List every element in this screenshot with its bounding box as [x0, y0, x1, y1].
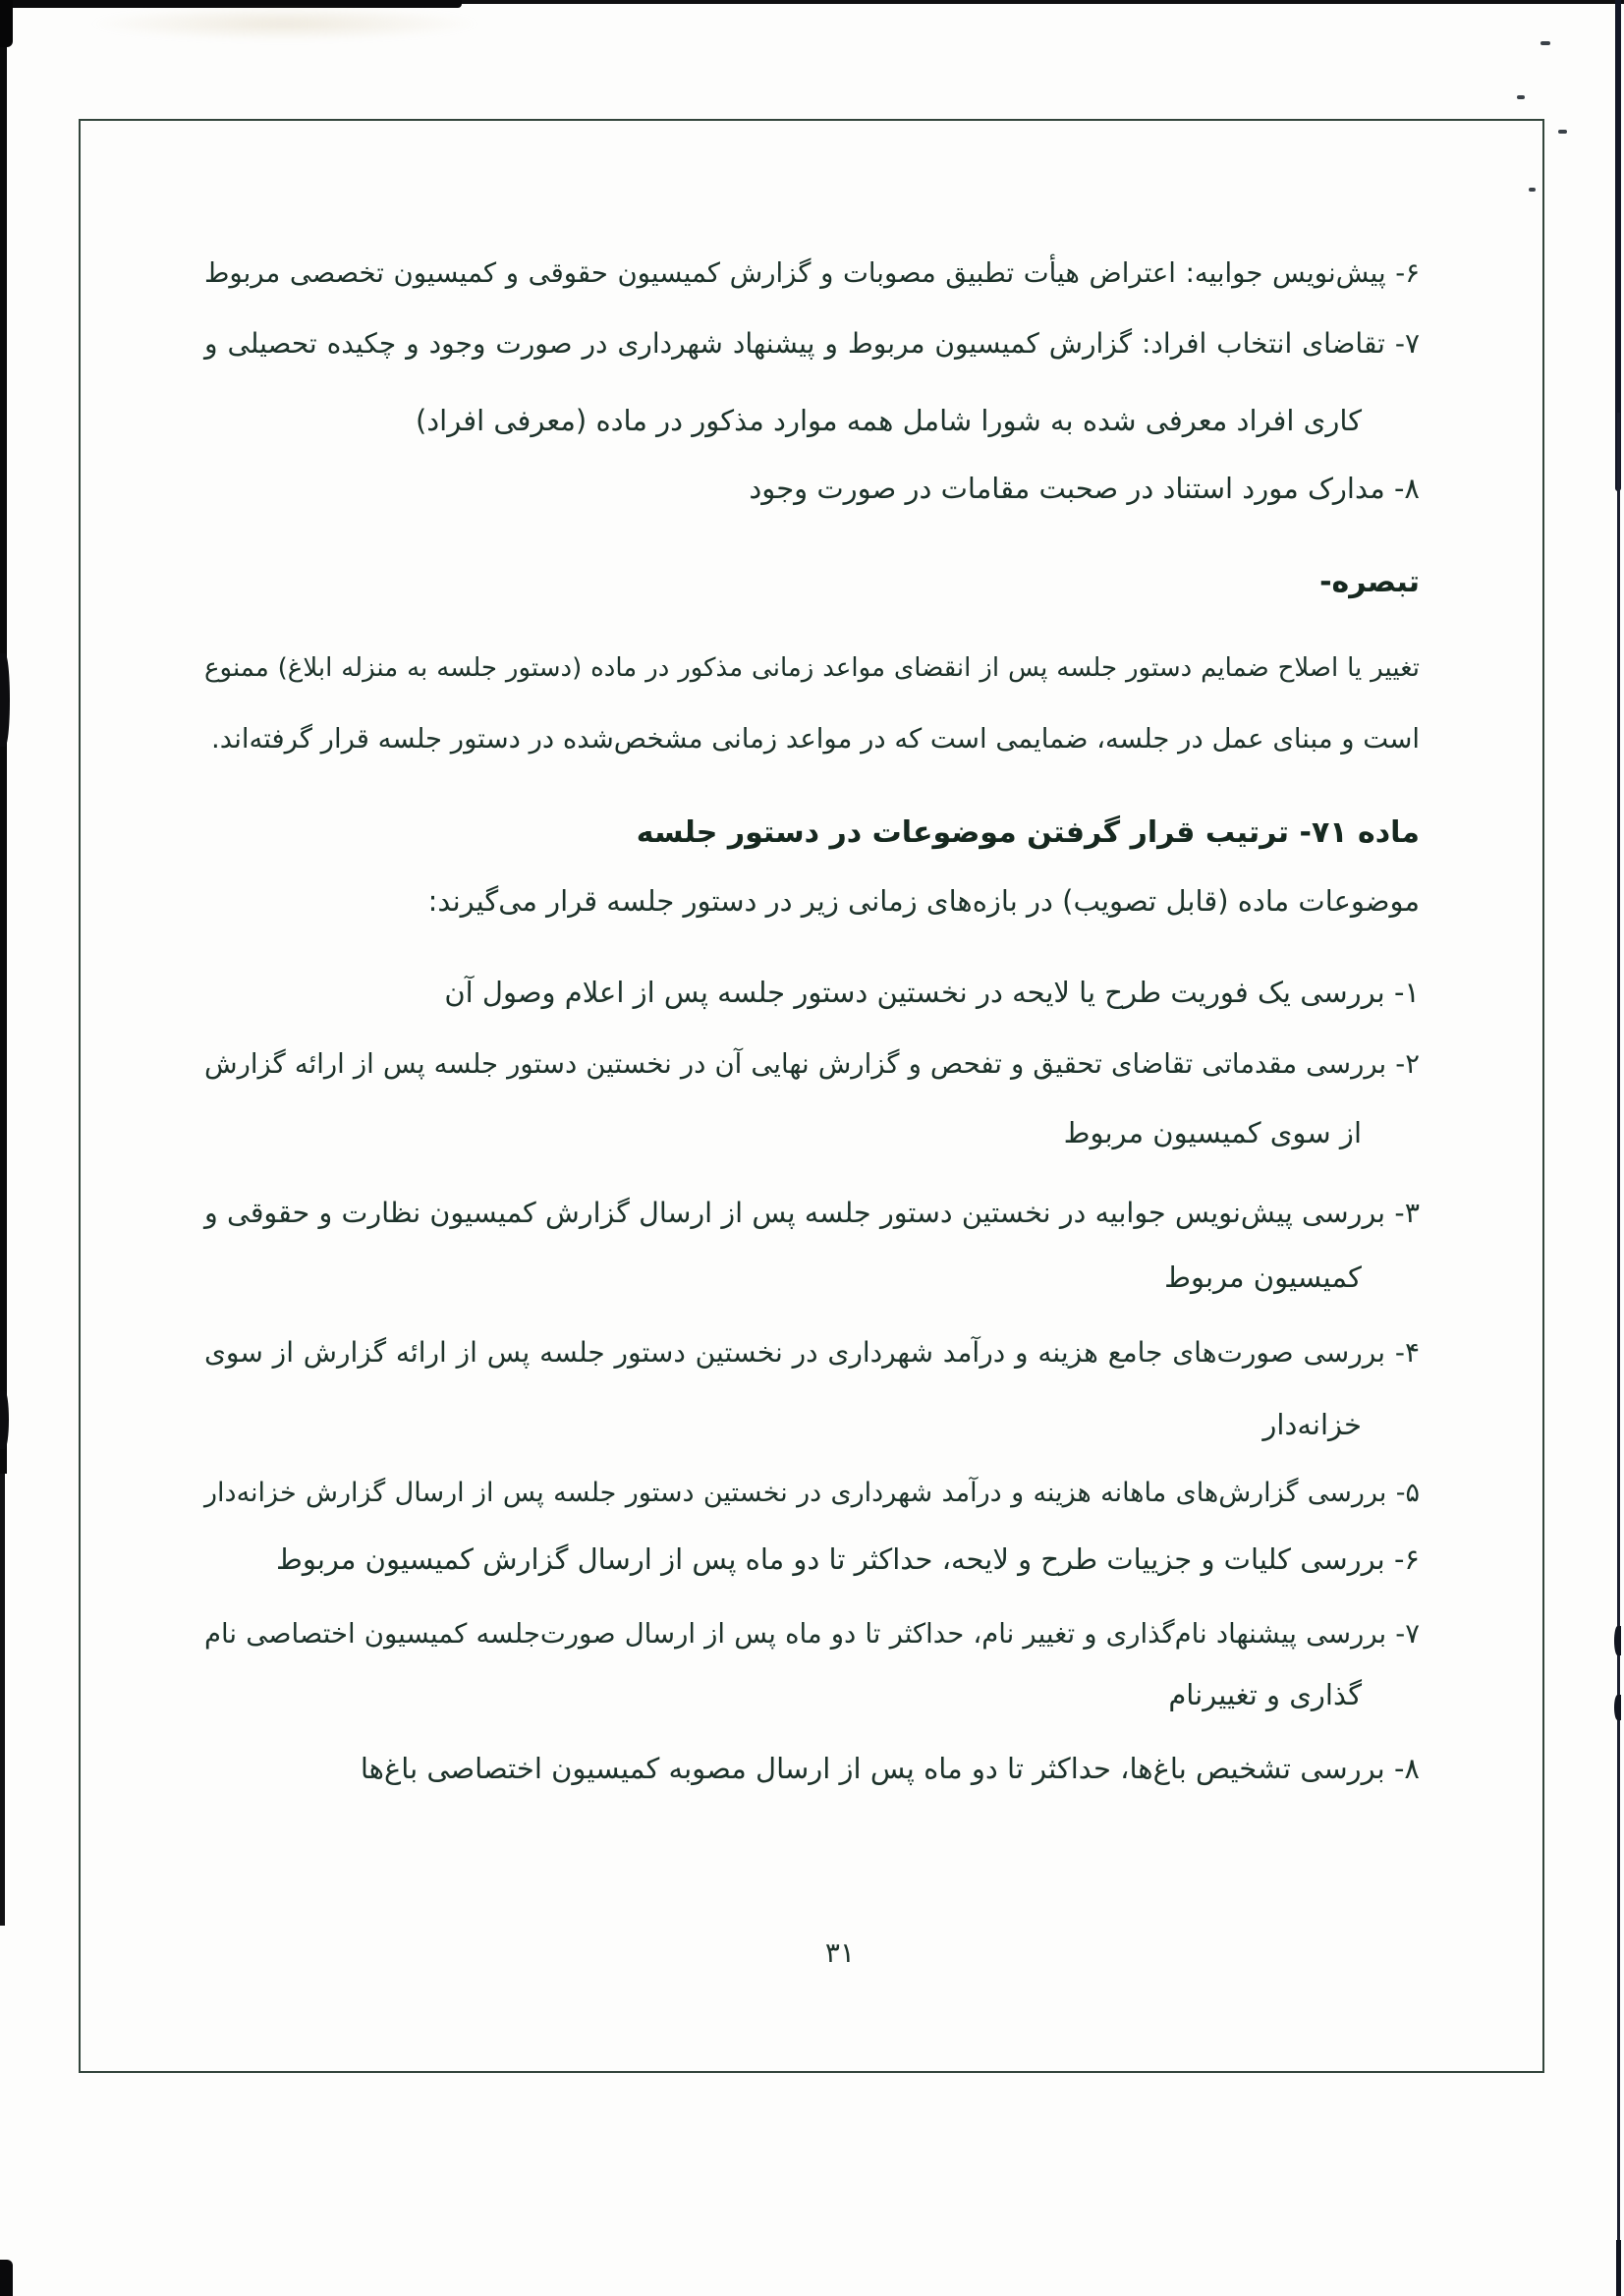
- agenda-item-3-line2: کمیسیون مربوط: [1164, 1260, 1362, 1294]
- note-paragraph-line1: تغییر یا اصلاح ضمایم دستور جلسه پس از انقضای مواعد زمانی مذکور در ماده (دستور جلسه به منزله ابلاغ) ممنوع: [204, 653, 1420, 683]
- agenda-item-5: ۵- بررسی گزارش‌های ماهانه هزینه و درآمد شهرداری در نخستین دستور جلسه پس از ارسال گزارش خزانه‌دار: [204, 1478, 1420, 1508]
- note-heading: تبصره-: [1319, 565, 1420, 599]
- scan-smudge-top-left: [88, 6, 481, 41]
- scan-blob-bottom-left: [0, 2260, 13, 2296]
- agenda-item-3-line1: ۳- بررسی پیش‌نویس جوابیه در نخستین دستور جلسه پس از ارسال گزارش کمیسیون نظارت و حقوقی و: [204, 1197, 1420, 1229]
- scan-blob-left-1: [0, 653, 10, 747]
- agenda-item-7-line2: گذاری و تغییرنام: [1168, 1678, 1362, 1711]
- article-71-heading: ماده ۷۱- ترتیب قرار گرفتن موضوعات در دستور جلسه: [636, 815, 1420, 850]
- scan-blob-right-1: [1614, 1626, 1621, 1655]
- list-item-7-line1: ۷- تقاضای انتخاب افراد: گزارش کمیسیون مربوط و پیشنهاد شهرداری در صورت وجود و چکیده تحصیلی و: [204, 327, 1420, 360]
- agenda-item-2-line1: ۲- بررسی مقدماتی تقاضای تحقیق و تفحص و گزارش نهایی آن در نخستین دستور جلسه پس از ارائه گزارش: [204, 1048, 1420, 1080]
- scan-blob-right-3: [1616, 2240, 1621, 2296]
- agenda-item-4-line2: خزانه‌دار: [1262, 1408, 1362, 1441]
- article-71-intro: موضوعات ماده (قابل تصویب) در بازه‌های زمانی زیر در دستور جلسه قرار می‌گیرند:: [427, 884, 1420, 918]
- scan-speck-1: [1540, 41, 1550, 45]
- scan-edge-left-lower: [0, 1474, 5, 1926]
- list-item-8: ۸- مدارک مورد استناد در صحبت مقامات در صورت وجود: [749, 472, 1420, 505]
- agenda-item-6: ۶- بررسی کلیات و جزییات طرح و لایحه، حداکثر تا دو ماه پس از ارسال گزارش کمیسیون مربوط: [276, 1542, 1420, 1576]
- list-item-7-line2: کاری افراد معرفی شده به شورا شامل همه موارد مذکور در ماده (معرفی افراد): [415, 404, 1362, 437]
- agenda-item-7-line1: ۷- بررسی پیشنهاد نام‌گذاری و تغییر نام، حداکثر تا دو ماه پس از ارسال صورت‌جلسه کمیسیون اختصاصی نام: [204, 1618, 1420, 1650]
- scan-speck-3: [1558, 130, 1567, 134]
- agenda-item-1: ۱- بررسی یک فوریت طرح یا لایحه در نخستین دستور جلسه پس از اعلام وصول آن: [444, 976, 1420, 1009]
- agenda-item-4-line1: ۴- بررسی صورت‌های جامع هزینه و درآمد شهرداری در نخستین دستور جلسه پس از ارائه گزارش از سوی: [204, 1336, 1420, 1369]
- agenda-item-8: ۸- بررسی تشخیص باغ‌ها، حداکثر تا دو ماه پس از ارسال مصوبه کمیسیون اختصاصی باغ‌ها: [360, 1752, 1420, 1785]
- scan-edge-right-lower: [1617, 413, 1620, 2296]
- agenda-item-2-line2: از سوی کمیسیون مربوط: [1063, 1116, 1362, 1149]
- scan-speck-2: [1517, 95, 1525, 99]
- page-number: ۳۱: [824, 1936, 855, 1969]
- list-item-6: ۶- پیش‌نویس جوابیه: اعتراض هیأت تطبیق مصوبات و گزارش کمیسیون حقوقی و کمیسیون تخصصی مربوط: [204, 257, 1420, 289]
- scan-blob-left-2: [0, 1390, 9, 1449]
- scan-blob-top-left: [0, 0, 13, 47]
- note-paragraph-line2: است و مبنای عمل در جلسه، ضمایمی است که در مواعد زمانی مشخص‌شده در دستور جلسه قرار گرفته‌اند.: [211, 723, 1420, 755]
- scan-blob-right-2: [1614, 1695, 1621, 1720]
